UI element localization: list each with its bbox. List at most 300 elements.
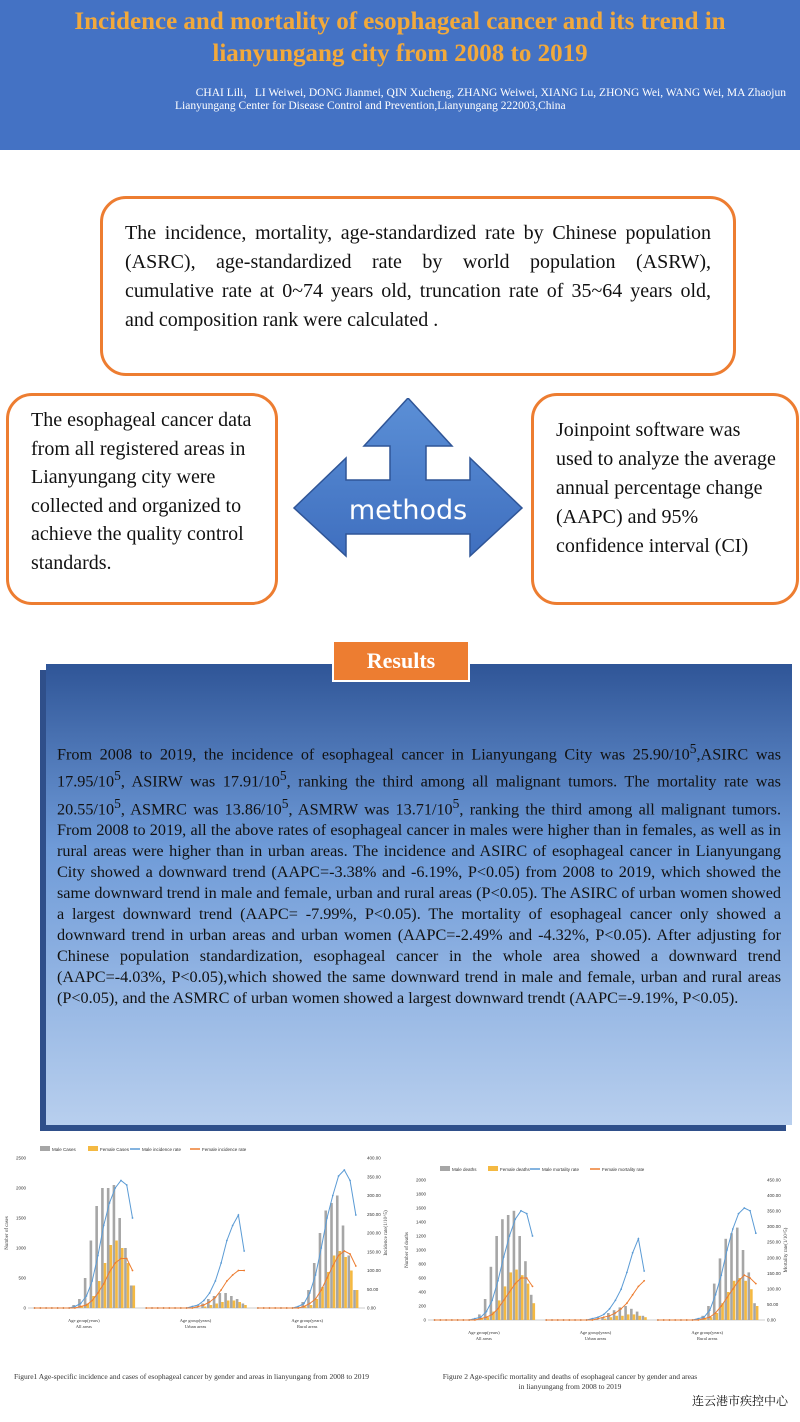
bar-male	[613, 1310, 616, 1320]
point-female-rate	[545, 1319, 547, 1321]
point-female-rate	[86, 1304, 88, 1306]
bar-male	[642, 1316, 645, 1320]
point-female-rate	[297, 1307, 299, 1309]
point-female-rate	[568, 1319, 570, 1321]
y-tick-label: 450.00	[767, 1177, 781, 1183]
exp-2: 5	[114, 768, 121, 784]
y-tick-label: 1600	[415, 1205, 426, 1211]
exp-4: 5	[114, 795, 121, 811]
bar-female	[316, 1299, 319, 1308]
bar-male	[513, 1211, 516, 1320]
bar-female	[244, 1305, 247, 1308]
y-tick-label: 400.00	[367, 1155, 381, 1161]
legend-label: Male mortality rate	[542, 1167, 580, 1172]
y-tick-label: 1800	[415, 1191, 426, 1197]
y-tick-label: 0	[423, 1317, 426, 1323]
affiliation: Lianyungang Center for Disease Control and Prevention,Lianyungang 222003,China	[175, 100, 566, 112]
y-tick-label: 600	[418, 1275, 426, 1281]
point-male-rate	[343, 1169, 345, 1171]
point-female-rate	[491, 1314, 493, 1316]
point-female-rate	[680, 1319, 682, 1321]
bar-male	[336, 1196, 339, 1309]
legend-label: Female incidence rate	[202, 1147, 247, 1152]
bar-female	[227, 1301, 230, 1309]
bar-female	[633, 1314, 636, 1320]
bar-male	[490, 1267, 493, 1320]
point-female-rate	[39, 1307, 41, 1309]
point-female-rate	[603, 1316, 605, 1318]
point-female-rate	[168, 1307, 170, 1309]
point-female-rate	[520, 1277, 522, 1279]
point-female-rate	[257, 1307, 259, 1309]
point-female-rate	[57, 1307, 59, 1309]
point-female-rate	[232, 1274, 234, 1276]
bar-male	[230, 1296, 233, 1308]
results-seg-1: From 2008 to 2019, the incidence of esophageal cancer in Lianyungang City was 25.90/10	[57, 745, 690, 764]
point-female-rate	[226, 1280, 228, 1282]
methods-box-top	[100, 196, 736, 376]
y-tick-label: 400.00	[767, 1193, 781, 1199]
point-male-rate	[749, 1210, 751, 1212]
point-female-rate	[220, 1289, 222, 1291]
point-female-rate	[214, 1297, 216, 1299]
bar-male	[742, 1250, 745, 1320]
point-male-rate	[91, 1280, 93, 1282]
point-male-rate	[709, 1309, 711, 1311]
point-female-rate	[626, 1302, 628, 1304]
figure-1-caption: Figure1 Age-specific incidence and cases of esophageal cancer by gender and areas in lianyungang from 2008 to 2019	[13, 1372, 370, 1381]
point-female-rate	[263, 1307, 265, 1309]
point-female-rate	[91, 1300, 93, 1302]
point-male-rate	[620, 1288, 622, 1290]
point-female-rate	[114, 1262, 116, 1264]
y-tick-label: 1400	[415, 1219, 426, 1225]
bar-female	[115, 1241, 118, 1309]
bar-female	[215, 1304, 218, 1309]
point-female-rate	[597, 1318, 599, 1320]
bar-male	[353, 1290, 356, 1308]
methods-left-text: The esophageal cancer data from all registered areas in Lianyungang city were collected and organized to achieve the quality control standards.	[31, 409, 252, 574]
bar-female	[527, 1284, 530, 1320]
point-female-rate	[614, 1312, 616, 1314]
y-tick-label: 400	[418, 1289, 426, 1295]
results-seg-4: , ranking the third among all malignant tumors. The mortality rate was 20.55/10	[57, 772, 781, 819]
bar-male	[347, 1256, 350, 1309]
y-tick-label: 350.00	[367, 1174, 381, 1180]
point-female-rate	[703, 1318, 705, 1320]
point-male-rate	[80, 1303, 82, 1305]
legend-swatch	[88, 1146, 98, 1151]
point-female-rate	[157, 1307, 159, 1309]
bar-male	[636, 1312, 639, 1320]
authors: CHAI Lili，LI Weiwei, DONG Jianmei, QIN Xucheng, ZHANG Weiwei, XIANG Lu, ZHONG Wei, WANG Wei, MA Zhaojun	[195, 87, 786, 99]
point-female-rate	[97, 1292, 99, 1294]
methods-right-text: Joinpoint software was used to analyze the average annual percentage change (AAPC) and 95% confidence interval (CI)	[556, 419, 776, 557]
bar-female	[750, 1289, 753, 1320]
y-tick-label: 200	[418, 1303, 426, 1309]
point-female-rate	[480, 1318, 482, 1320]
bar-female	[210, 1305, 213, 1308]
point-female-rate	[163, 1307, 165, 1309]
point-female-rate	[669, 1319, 671, 1321]
point-female-rate	[180, 1307, 182, 1309]
point-male-rate	[614, 1300, 616, 1302]
point-female-rate	[686, 1319, 688, 1321]
point-female-rate	[503, 1300, 505, 1302]
y-tick-label: 0	[23, 1305, 26, 1311]
bar-female	[716, 1313, 719, 1320]
point-male-rate	[243, 1250, 245, 1252]
point-female-rate	[103, 1283, 105, 1285]
point-female-rate	[551, 1319, 553, 1321]
point-female-rate	[526, 1277, 528, 1279]
legend-label: Female deaths	[500, 1167, 530, 1172]
bar-female	[204, 1307, 207, 1309]
bar-female	[498, 1300, 501, 1320]
point-male-rate	[214, 1280, 216, 1282]
point-female-rate	[238, 1270, 240, 1272]
bar-male	[524, 1261, 527, 1320]
point-female-rate	[697, 1319, 699, 1321]
y-tick-label: 350.00	[767, 1208, 781, 1214]
point-female-rate	[620, 1308, 622, 1310]
legend-label: Male deaths	[452, 1167, 477, 1172]
point-male-rate	[109, 1202, 111, 1204]
point-female-rate	[303, 1306, 305, 1308]
methods-box-left	[6, 393, 278, 605]
bar-female	[532, 1303, 535, 1320]
results-seg-6: , ASMRW was 13.71/10	[288, 800, 453, 819]
legend-swatch	[40, 1146, 50, 1151]
point-female-rate	[563, 1319, 565, 1321]
bar-male	[224, 1293, 227, 1308]
point-male-rate	[120, 1180, 122, 1182]
x-axis-title: Age group(years)	[291, 1318, 323, 1323]
point-female-rate	[315, 1298, 317, 1300]
bar-female	[356, 1290, 359, 1308]
bar-female	[344, 1257, 347, 1308]
point-female-rate	[743, 1274, 745, 1276]
point-female-rate	[574, 1319, 576, 1321]
bar-female	[627, 1314, 630, 1320]
point-female-rate	[726, 1297, 728, 1299]
point-male-rate	[103, 1225, 105, 1227]
y-tick-label: 300.00	[367, 1193, 381, 1198]
point-female-rate	[145, 1307, 147, 1309]
point-male-rate	[238, 1214, 240, 1216]
point-female-rate	[274, 1307, 276, 1309]
y-tick-label: 150.00	[367, 1249, 381, 1255]
title-line-1: Incidence and mortality of esophageal cancer and its trend in	[74, 8, 726, 35]
point-female-rate	[126, 1258, 128, 1260]
y-tick-label: 300.00	[767, 1224, 781, 1230]
bar-male	[736, 1228, 739, 1320]
y-tick-label: 2000	[15, 1185, 26, 1191]
point-female-rate	[280, 1307, 282, 1309]
line-female-rate	[546, 1281, 644, 1320]
point-female-rate	[445, 1319, 447, 1321]
point-male-rate	[720, 1274, 722, 1276]
point-female-rate	[720, 1305, 722, 1307]
y-tick-label: 250.00	[367, 1211, 381, 1217]
point-female-rate	[497, 1308, 499, 1310]
point-female-rate	[738, 1280, 740, 1282]
point-female-rate	[34, 1307, 36, 1309]
bar-female	[221, 1302, 224, 1308]
methods-top-text: The incidence, mortality, age-standardized rate by Chinese population (ASRC), age-standardized rate by world population (ASRW), cumulative rate at 0~74 years old, truncation rate of 35~64 years old, and composition rank were calculated .	[125, 222, 711, 331]
bar-male	[90, 1241, 93, 1309]
point-female-rate	[355, 1265, 357, 1267]
legend-label: Male Cases	[52, 1147, 76, 1152]
x-axis-title: Age group(years)	[68, 1318, 100, 1323]
line-male-rate	[435, 1211, 533, 1320]
point-female-rate	[62, 1307, 64, 1309]
point-female-rate	[755, 1283, 757, 1285]
x-axis-title: Age group(years)	[468, 1330, 500, 1335]
point-male-rate	[209, 1292, 211, 1294]
results-text	[57, 738, 781, 1009]
y-tick-label: 0.00	[767, 1317, 776, 1323]
point-female-rate	[109, 1271, 111, 1273]
point-female-rate	[439, 1319, 441, 1321]
point-male-rate	[509, 1235, 511, 1237]
results-seg-7: , ranking the third among all malignant tumors. From 2008 to 2019, all the above rates of esophageal cancer in males were higher than in females, as well as in rural areas were higher than in urban areas. The incidence and ASIRC of esophageal cancer in Lianyungang City showed a downward trend (AAPC=-3.38% and -6.19%, P<0.05) from 2008 to 2019, which showed the same downward trend in male and female, urban and rural areas (P<0.05). The ASIRC of urban women showed a largest downward trend (AAPC= -7.99%, P<0.05). The mortality of esophageal cancer only showed a downward trend in urban areas and urban women (AAPC=-2.49% and -4.32%, P<0.05). After adjusting for Chinese population standardization, esophageal cancer in the whole area showed a downward trend (AAPC=-4.03%, P<0.05),which showed the same downward trend in male and female, urban and rural areas (P<0.05), and the ASMRC of urban women showed a largest downward trendt (AAPC=-9.19%, P<0.05).	[57, 800, 781, 1008]
y-tick-label: 50.00	[367, 1286, 379, 1292]
bar-female	[638, 1316, 641, 1320]
point-female-rate	[349, 1253, 351, 1255]
bar-male	[113, 1185, 116, 1308]
point-male-rate	[303, 1303, 305, 1305]
point-male-rate	[355, 1214, 357, 1216]
point-male-rate	[491, 1300, 493, 1302]
point-female-rate	[709, 1316, 711, 1318]
point-female-rate	[243, 1270, 245, 1272]
point-male-rate	[232, 1225, 234, 1227]
methods-arrow-icon	[292, 398, 524, 578]
point-female-rate	[309, 1303, 311, 1305]
point-female-rate	[332, 1265, 334, 1267]
point-female-rate	[591, 1319, 593, 1321]
y-axis-label: Incidence rate(1/10^5)	[384, 1210, 389, 1256]
x-axis-title: Age group(years)	[179, 1318, 212, 1323]
bar-female	[104, 1263, 107, 1308]
y-tick-label: 50.00	[767, 1301, 779, 1307]
point-female-rate	[514, 1283, 516, 1285]
exp-1: 5	[689, 741, 697, 756]
x-axis-title: Age group(years)	[579, 1330, 612, 1335]
bar-male	[507, 1215, 510, 1320]
point-female-rate	[203, 1304, 205, 1306]
y-tick-label: 150.00	[767, 1270, 781, 1276]
bar-female	[121, 1248, 124, 1308]
point-male-rate	[755, 1232, 757, 1234]
exp-6: 5	[452, 795, 460, 811]
legend-swatch	[440, 1166, 450, 1171]
point-male-rate	[203, 1300, 205, 1302]
bar-female	[109, 1245, 112, 1308]
point-female-rate	[474, 1319, 476, 1321]
bar-female	[310, 1305, 313, 1308]
point-male-rate	[226, 1240, 228, 1242]
bar-male	[342, 1226, 345, 1309]
bar-male	[319, 1233, 322, 1308]
point-female-rate	[292, 1307, 294, 1309]
legend-label: Female Cases	[100, 1147, 130, 1152]
point-male-rate	[114, 1187, 116, 1189]
exp-3: 5	[279, 768, 287, 784]
point-male-rate	[97, 1255, 99, 1257]
panel-label: All areas	[75, 1324, 92, 1329]
point-male-rate	[743, 1207, 745, 1209]
results-seg-5: , ASMRC was 13.86/10	[120, 800, 282, 819]
bar-female	[98, 1281, 101, 1308]
point-female-rate	[343, 1250, 345, 1252]
y-tick-label: 2500	[15, 1155, 26, 1161]
point-male-rate	[320, 1247, 322, 1249]
panel-label: All areas	[475, 1336, 492, 1341]
point-male-rate	[738, 1213, 740, 1215]
point-female-rate	[657, 1319, 659, 1321]
bar-male	[719, 1258, 722, 1320]
point-male-rate	[497, 1280, 499, 1282]
panel-label: Urban areas	[584, 1336, 607, 1341]
footer-organization: 连云港市疾控中心	[691, 1394, 788, 1408]
point-female-rate	[68, 1307, 70, 1309]
point-male-rate	[126, 1184, 128, 1186]
point-female-rate	[674, 1319, 676, 1321]
y-tick-label: 1200	[415, 1233, 426, 1239]
y-tick-label: 800	[418, 1261, 426, 1267]
point-female-rate	[532, 1286, 534, 1288]
methods-box-right	[531, 393, 799, 605]
point-male-rate	[715, 1294, 717, 1296]
legend-swatch	[488, 1166, 498, 1171]
point-male-rate	[638, 1238, 640, 1240]
x-axis-title: Age group(years)	[691, 1330, 723, 1335]
point-female-rate	[609, 1315, 611, 1317]
panel-label: Rural areas	[696, 1336, 718, 1341]
point-female-rate	[451, 1319, 453, 1321]
bar-female	[132, 1286, 135, 1309]
bar-female	[756, 1306, 759, 1320]
bar-male	[330, 1203, 333, 1308]
point-female-rate	[51, 1307, 53, 1309]
bar-male	[495, 1236, 498, 1320]
point-male-rate	[503, 1256, 505, 1258]
bar-female	[739, 1278, 742, 1320]
methods-label: methods	[348, 495, 468, 526]
y-tick-label: 100.00	[767, 1286, 781, 1292]
exp-5: 5	[281, 795, 289, 811]
poster-title	[0, 6, 800, 70]
point-male-rate	[732, 1228, 734, 1230]
bar-male	[530, 1295, 533, 1320]
bar-female	[644, 1317, 647, 1320]
point-female-rate	[326, 1277, 328, 1279]
title-line-2: lianyungang city from 2008 to 2019	[212, 40, 588, 67]
bar-male	[630, 1309, 633, 1320]
y-tick-label: 2000	[415, 1177, 426, 1183]
bar-male	[236, 1299, 239, 1308]
point-female-rate	[186, 1307, 188, 1309]
point-male-rate	[86, 1295, 88, 1297]
legend-label: Female mortality rate	[602, 1167, 645, 1172]
point-female-rate	[80, 1306, 82, 1308]
figure-2-caption: Figure 2 Age-specific mortality and deaths of esophageal cancer by gender and areas in lianyungang from 2008 to 2019	[442, 1372, 698, 1391]
point-male-rate	[603, 1314, 605, 1316]
panel-label: Urban areas	[184, 1324, 207, 1329]
y-axis-label: Mortality rate(1/10^5)	[784, 1227, 789, 1273]
y-tick-label: 100.00	[367, 1268, 381, 1273]
results-heading: Results	[332, 640, 470, 682]
bar-female	[238, 1302, 241, 1308]
legend-label: Male incidence rate	[142, 1147, 182, 1152]
bar-female	[610, 1317, 613, 1320]
figure-2-chart	[400, 1160, 795, 1360]
bar-male	[730, 1233, 733, 1320]
point-female-rate	[269, 1307, 271, 1309]
y-tick-label: 1000	[15, 1245, 26, 1251]
bar-female	[504, 1286, 507, 1320]
bar-male	[101, 1188, 104, 1308]
point-male-rate	[726, 1249, 728, 1251]
point-female-rate	[643, 1280, 645, 1282]
bar-female	[521, 1275, 524, 1320]
point-female-rate	[732, 1288, 734, 1290]
point-female-rate	[209, 1301, 211, 1303]
point-male-rate	[526, 1213, 528, 1215]
point-female-rate	[749, 1277, 751, 1279]
point-female-rate	[663, 1319, 665, 1321]
point-female-rate	[174, 1307, 176, 1309]
bar-female	[744, 1281, 747, 1320]
point-female-rate	[132, 1270, 134, 1272]
point-female-rate	[468, 1319, 470, 1321]
point-male-rate	[609, 1308, 611, 1310]
bar-male	[501, 1219, 504, 1320]
bar-male	[747, 1272, 750, 1320]
bar-male	[84, 1278, 87, 1308]
y-tick-label: 500	[18, 1275, 26, 1281]
point-male-rate	[349, 1180, 351, 1182]
y-tick-label: 200.00	[367, 1230, 381, 1236]
point-female-rate	[120, 1258, 122, 1260]
point-male-rate	[486, 1311, 488, 1313]
point-female-rate	[509, 1291, 511, 1293]
point-male-rate	[326, 1217, 328, 1219]
y-axis-label: Number of deaths	[405, 1232, 410, 1268]
point-male-rate	[532, 1235, 534, 1237]
point-female-rate	[462, 1319, 464, 1321]
bar-male	[124, 1248, 127, 1308]
bar-female	[615, 1316, 618, 1320]
bar-female	[339, 1251, 342, 1308]
point-female-rate	[580, 1319, 582, 1321]
point-female-rate	[715, 1312, 717, 1314]
point-female-rate	[632, 1294, 634, 1296]
point-female-rate	[457, 1319, 459, 1321]
line-male-rate	[146, 1215, 244, 1308]
bar-female	[350, 1271, 353, 1309]
bar-female	[604, 1319, 607, 1320]
y-axis-label: Number of cases	[5, 1216, 10, 1250]
line-male-rate	[546, 1239, 644, 1320]
y-tick-label: 250.00	[767, 1239, 781, 1245]
point-female-rate	[434, 1319, 436, 1321]
point-female-rate	[45, 1307, 47, 1309]
bar-male	[118, 1218, 121, 1308]
bar-female	[509, 1272, 512, 1320]
